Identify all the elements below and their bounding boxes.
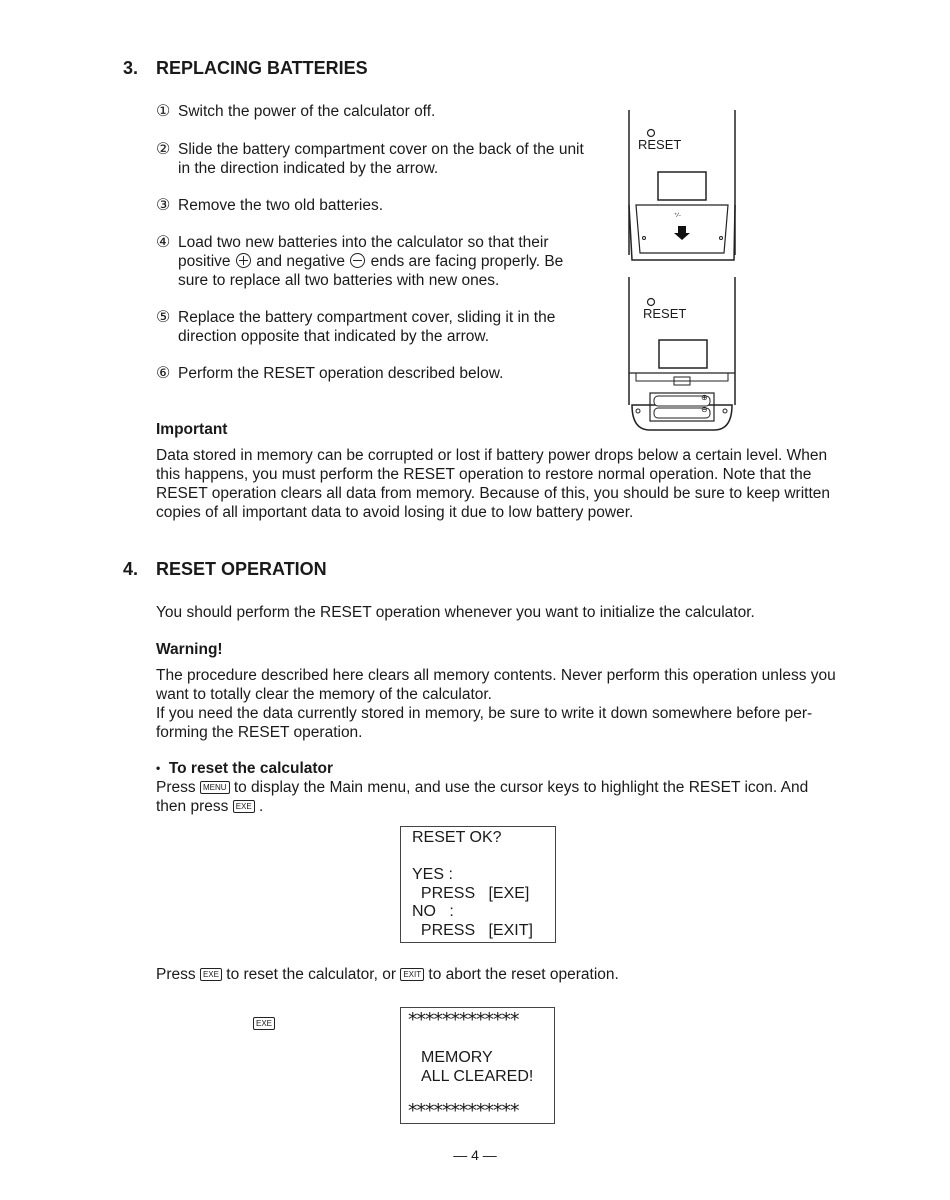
section4-number: 4. [123,559,139,579]
battery-replacement-figure [610,105,750,435]
exe-key-label [253,1015,275,1033]
step-marker: ② [156,141,171,158]
screen-line: RESET OK? [412,829,502,846]
screen-line: YES : [412,866,453,883]
important-text: Data stored in memory can be corrupted or lost if battery power drops below a certain level. When this happens, you must perform the RESET operation to restore normal operation. Note that the RESET operation clears all data from memory. Because of this, you should be sure to keep written copies of all important data to avoid losing it due to low battery power. [156,447,831,521]
important-heading: Important [156,421,228,438]
step-marker: ③ [156,197,171,214]
screen-line: PRESS [EXIT] [412,922,533,939]
slide-arrow-icon [674,226,690,240]
instruction-line-2 [156,797,263,816]
screen-line: MEMORY [421,1049,493,1066]
step-1 [156,102,606,122]
step-marker: ① [156,103,171,120]
stars-row-bottom: ************* [408,1100,519,1122]
step-6 [156,364,606,384]
step-2 [156,140,606,180]
instr-rest: to display the Main menu, and use the cursor keys to highlight the RESET icon. And [233,779,809,796]
instr-end: . [259,798,264,815]
reset-intro: You should perform the RESET operation whenever you want to initialize the calculator. [156,604,755,621]
menu-key-icon: MENU [200,781,230,794]
step-3 [156,196,606,216]
memory-cleared-screen [400,1007,555,1124]
press2-a: Press [156,966,196,983]
instr-then: then press [156,798,229,815]
instruction-line-1 [156,778,808,797]
section3-number: 3. [123,58,139,78]
step-5 [156,308,606,348]
step-4 [156,233,606,293]
reset-hole-icon [648,299,655,306]
battery-plus-mark: ⊕ [701,393,708,402]
step-marker: ④ [156,234,171,251]
screen-line: ALL CLEARED! [421,1068,534,1085]
exe-key-icon: EXE [253,1017,275,1030]
step-text: Replace the battery compartment cover, sliding it in the direction opposite that indicated by the arrow. [178,309,556,345]
exe-key-icon: EXE [200,968,222,981]
step-text: Remove the two old batteries. [178,197,384,214]
bullet-heading: To reset the calculator [168,760,334,777]
step-text: Perform the RESET operation described below. [178,365,504,382]
warning-text-2: If you need the data currently stored in memory, be sure to write it down somewhere before per-forming the RESET operation. [156,705,813,741]
press-exe-instruction [156,965,619,984]
stars-row-top: ************* [408,1009,519,1031]
exe-key-icon: EXE [233,800,255,813]
bullet-heading-row [156,760,333,778]
step-text [178,233,578,290]
reset-label-bottom: RESET [643,306,687,321]
step-text-b: and negative [256,253,345,270]
svg-text:⁺⁄₋: ⁺⁄₋ [674,212,682,219]
step-marker: ⑥ [156,365,171,382]
warning-heading: Warning! [156,641,223,658]
section3-title: REPLACING BATTERIES [156,58,368,78]
section4-title: RESET OPERATION [156,559,327,579]
press2-c: to abort the reset operation. [428,966,619,983]
step-text-a: Load two new batteries into the calculator so that their positive [178,234,549,270]
instr-press: Press [156,779,196,796]
negative-terminal-icon [350,253,365,268]
press2-b: to reset the calculator, or [226,966,396,983]
page-number: — 4 — [453,1147,497,1163]
screen-line: NO : [412,903,454,920]
warning-text-1: The procedure described here clears all memory contents. Never perform this operation unless you want to totally clear the memory of the calculator. [156,667,836,703]
step-marker: ⑤ [156,309,171,326]
section3-heading [123,58,523,80]
positive-terminal-icon [236,253,251,268]
reset-hole-icon [648,130,655,137]
step-text-c: ends are facing properly. Be sure to replace all two batteries with new ones. [178,253,564,289]
reset-confirm-screen [400,826,556,943]
exit-key-icon: EXIT [400,968,424,981]
reset-label-top: RESET [638,137,682,152]
step-text: Switch the power of the calculator off. [178,103,436,120]
step-text: Slide the battery compartment cover on the back of the unit in the direction indicated by the arrow. [178,141,584,177]
screen-line: PRESS [EXE] [412,885,530,902]
bullet-icon: • [156,761,161,775]
section4-heading [123,559,523,581]
battery-minus-mark: ⊖ [701,405,708,414]
